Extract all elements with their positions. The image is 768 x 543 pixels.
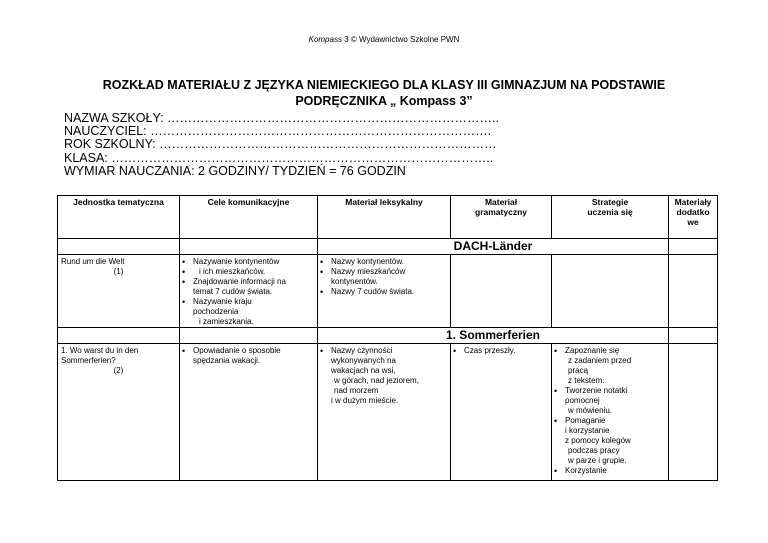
table-row bbox=[58, 255, 718, 328]
goals-cell bbox=[180, 255, 318, 328]
list-item: • Nazwy 7 cudów świata. bbox=[331, 287, 450, 297]
list-item: • Nazwy mieszkańców kontynentów. bbox=[331, 267, 450, 287]
goals-cell bbox=[180, 344, 318, 481]
list-item: • Nazywanie kraju pochodzenia i zamieszkania. bbox=[193, 297, 317, 327]
list-item: • Nazwy czynności wykonywanych na wakacjach na wsi, w górach, nad jeziorem, nad morzem i w dużym mieście. bbox=[331, 346, 450, 406]
lexis-cell bbox=[318, 255, 451, 328]
header-additional-materials: Materiały dodatko we bbox=[669, 196, 718, 239]
school-year-field: ROK SZKOLNY: ……………………………………………………………………… bbox=[64, 137, 497, 151]
header-thematic-unit: Jednostka tematyczna bbox=[58, 196, 180, 239]
list-item: • Nazywanie kontynentów bbox=[193, 257, 317, 267]
list-item: • Czas przeszły. bbox=[464, 346, 551, 356]
table-header-row bbox=[58, 196, 718, 239]
section-row-dach bbox=[58, 239, 718, 255]
header-communication-goals: Cele komunikacyjne bbox=[180, 196, 318, 239]
list-item: • Pomaganie i korzystanie z pomocy kolegów podczas pracy w parze i grupie. bbox=[565, 416, 668, 466]
strategies-cell bbox=[552, 344, 669, 481]
list-item: • Nazwy kontynentów. bbox=[331, 257, 450, 267]
class-field: KLASA: ……………………………………………………………………………….. bbox=[64, 151, 494, 165]
list-item: • Opowiadanie o sposobie spędzania wakacji. bbox=[193, 346, 317, 366]
list-item: • Tworzenie notatki pomocnej w mówieniu. bbox=[565, 386, 668, 416]
unit-cell: Rund um die Welt (1) bbox=[58, 255, 180, 328]
document-title-line-2: PODRĘCZNIKA „ Kompass 3” bbox=[295, 94, 473, 108]
section-row-sommerferien bbox=[58, 328, 718, 344]
header-grammar-material: Materiał gramatyczny bbox=[451, 196, 552, 239]
list-item: • Zapoznanie się z zadaniem przed pracą z tekstem. bbox=[565, 346, 668, 386]
school-name-field: NAZWA SZKOŁY: …………………………………………………………………….. bbox=[64, 111, 499, 125]
section-title-dach: DACH-Länder bbox=[318, 239, 669, 255]
grammar-cell bbox=[451, 344, 552, 481]
unit-cell: 1. Wo warst du in den Sommerferien? (2) bbox=[58, 344, 180, 481]
teacher-field: NAUCZYCIEL: ………………………………………………………………………. bbox=[64, 124, 492, 138]
document-title-line-1: ROZKŁAD MATERIAŁU Z JĘZYKA NIEMIECKIEGO DLA KLASY III GIMNAZJUM NA PODSTAWIE bbox=[102, 78, 666, 92]
list-item: • Korzystanie bbox=[565, 466, 668, 476]
lexis-cell bbox=[318, 344, 451, 481]
syllabus-table bbox=[57, 195, 718, 481]
table-row bbox=[58, 344, 718, 481]
header-lexical-material: Materiał leksykalny bbox=[318, 196, 451, 239]
list-item: • i ich mieszkańców. bbox=[193, 267, 317, 277]
page-header: Kompass 3 © Wydawnictwo Szkolne PWN bbox=[308, 35, 460, 44]
teaching-hours-field: WYMIAR NAUCZANIA: 2 GODZINY/ TYDZIEŃ = 76 GODZIN bbox=[64, 164, 406, 178]
list-item: • Znajdowanie informacji na temat 7 cudów świata. bbox=[193, 277, 317, 297]
header-learning-strategies: Strategie uczenia się bbox=[552, 196, 669, 239]
section-title-sommerferien: 1. Sommerferien bbox=[318, 328, 669, 344]
